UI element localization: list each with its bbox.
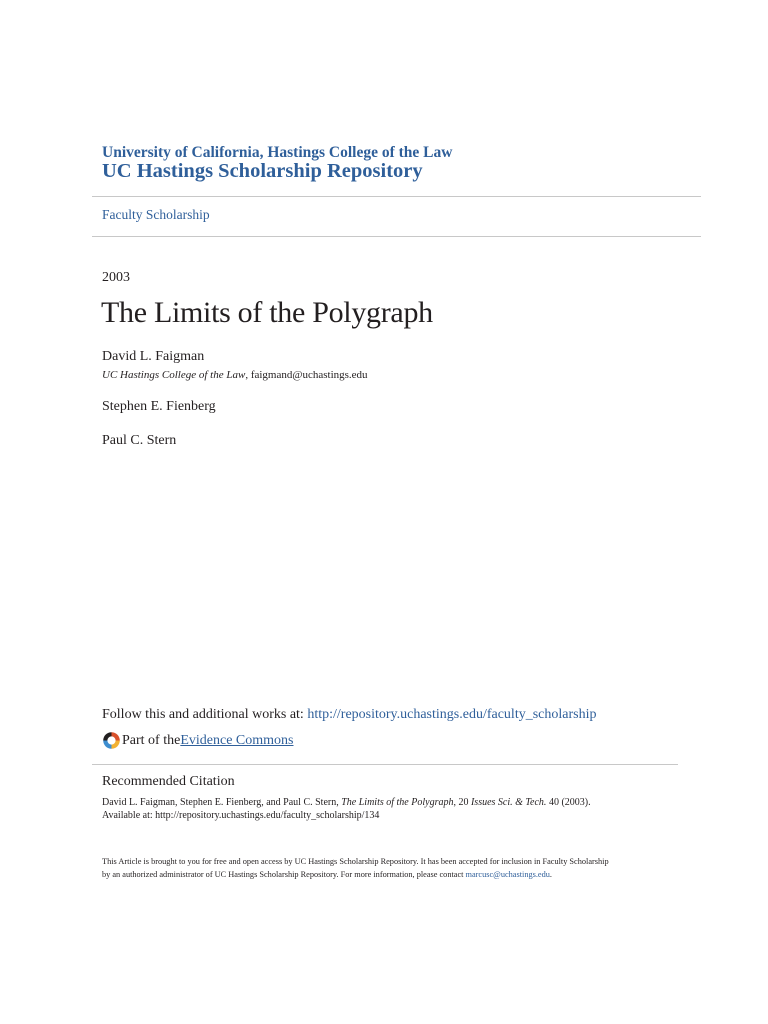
repository-name[interactable]: UC Hastings Scholarship Repository [102,160,423,182]
footer-line-2 [102,869,609,882]
author-3-name: Paul C. Stern [102,433,177,448]
part-of-label: Part of the [122,732,181,748]
citation-title: The Limits of the Polygraph [341,797,454,808]
network-commons-icon [102,731,121,750]
author-1-affiliation [102,369,368,381]
citation-journal: Issues Sci. & Tech. [470,797,547,808]
footer-notice [102,856,609,881]
citation-volume: , 20 [453,797,471,808]
publication-year: 2003 [102,270,130,285]
divider-top [92,196,701,197]
series-link[interactable]: Faculty Scholarship [102,207,210,222]
citation-page-year: 40 (2003). [546,797,591,808]
evidence-commons-link[interactable]: Evidence Commons [180,732,294,748]
footer-line-1: This Article is brought to you for free and open access by UC Hastings Scholarship Repository. It has been accepted for inclusion in Faculty Scholarship [102,857,609,866]
follow-line [102,707,596,723]
citation-available: Available at: http://repository.uchastings.edu/faculty_scholarship/134 [102,810,380,821]
divider-series [92,236,701,237]
footer-line-2-end: . [549,869,552,879]
author-1-email: , faigmand@uchastings.edu [245,369,368,381]
article-title: The Limits of the Polygraph [101,296,433,329]
follow-url-link[interactable]: http://repository.uchastings.edu/faculty_scholarship [307,707,597,722]
author-2-name: Stephen E. Fienberg [102,399,216,414]
divider-citation [92,764,678,765]
contact-email-link[interactable]: marcusc@uchastings.edu [465,869,550,879]
citation-text [102,796,591,822]
citation-authors: David L. Faigman, Stephen E. Fienberg, and Paul C. Stern, [102,797,342,808]
citation-line-1 [102,796,591,809]
follow-label: Follow this and additional works at: [102,707,308,722]
author-1-name: David L. Faigman [102,349,205,364]
part-of-line [102,731,293,750]
citation-heading: Recommended Citation [102,774,235,789]
university-name[interactable]: University of California, Hastings College of the Law [102,144,453,161]
author-1-institution: UC Hastings College of the Law [102,369,246,381]
footer-line-2-text: by an authorized administrator of UC Hastings Scholarship Repository. For more information, please contact [102,869,466,879]
